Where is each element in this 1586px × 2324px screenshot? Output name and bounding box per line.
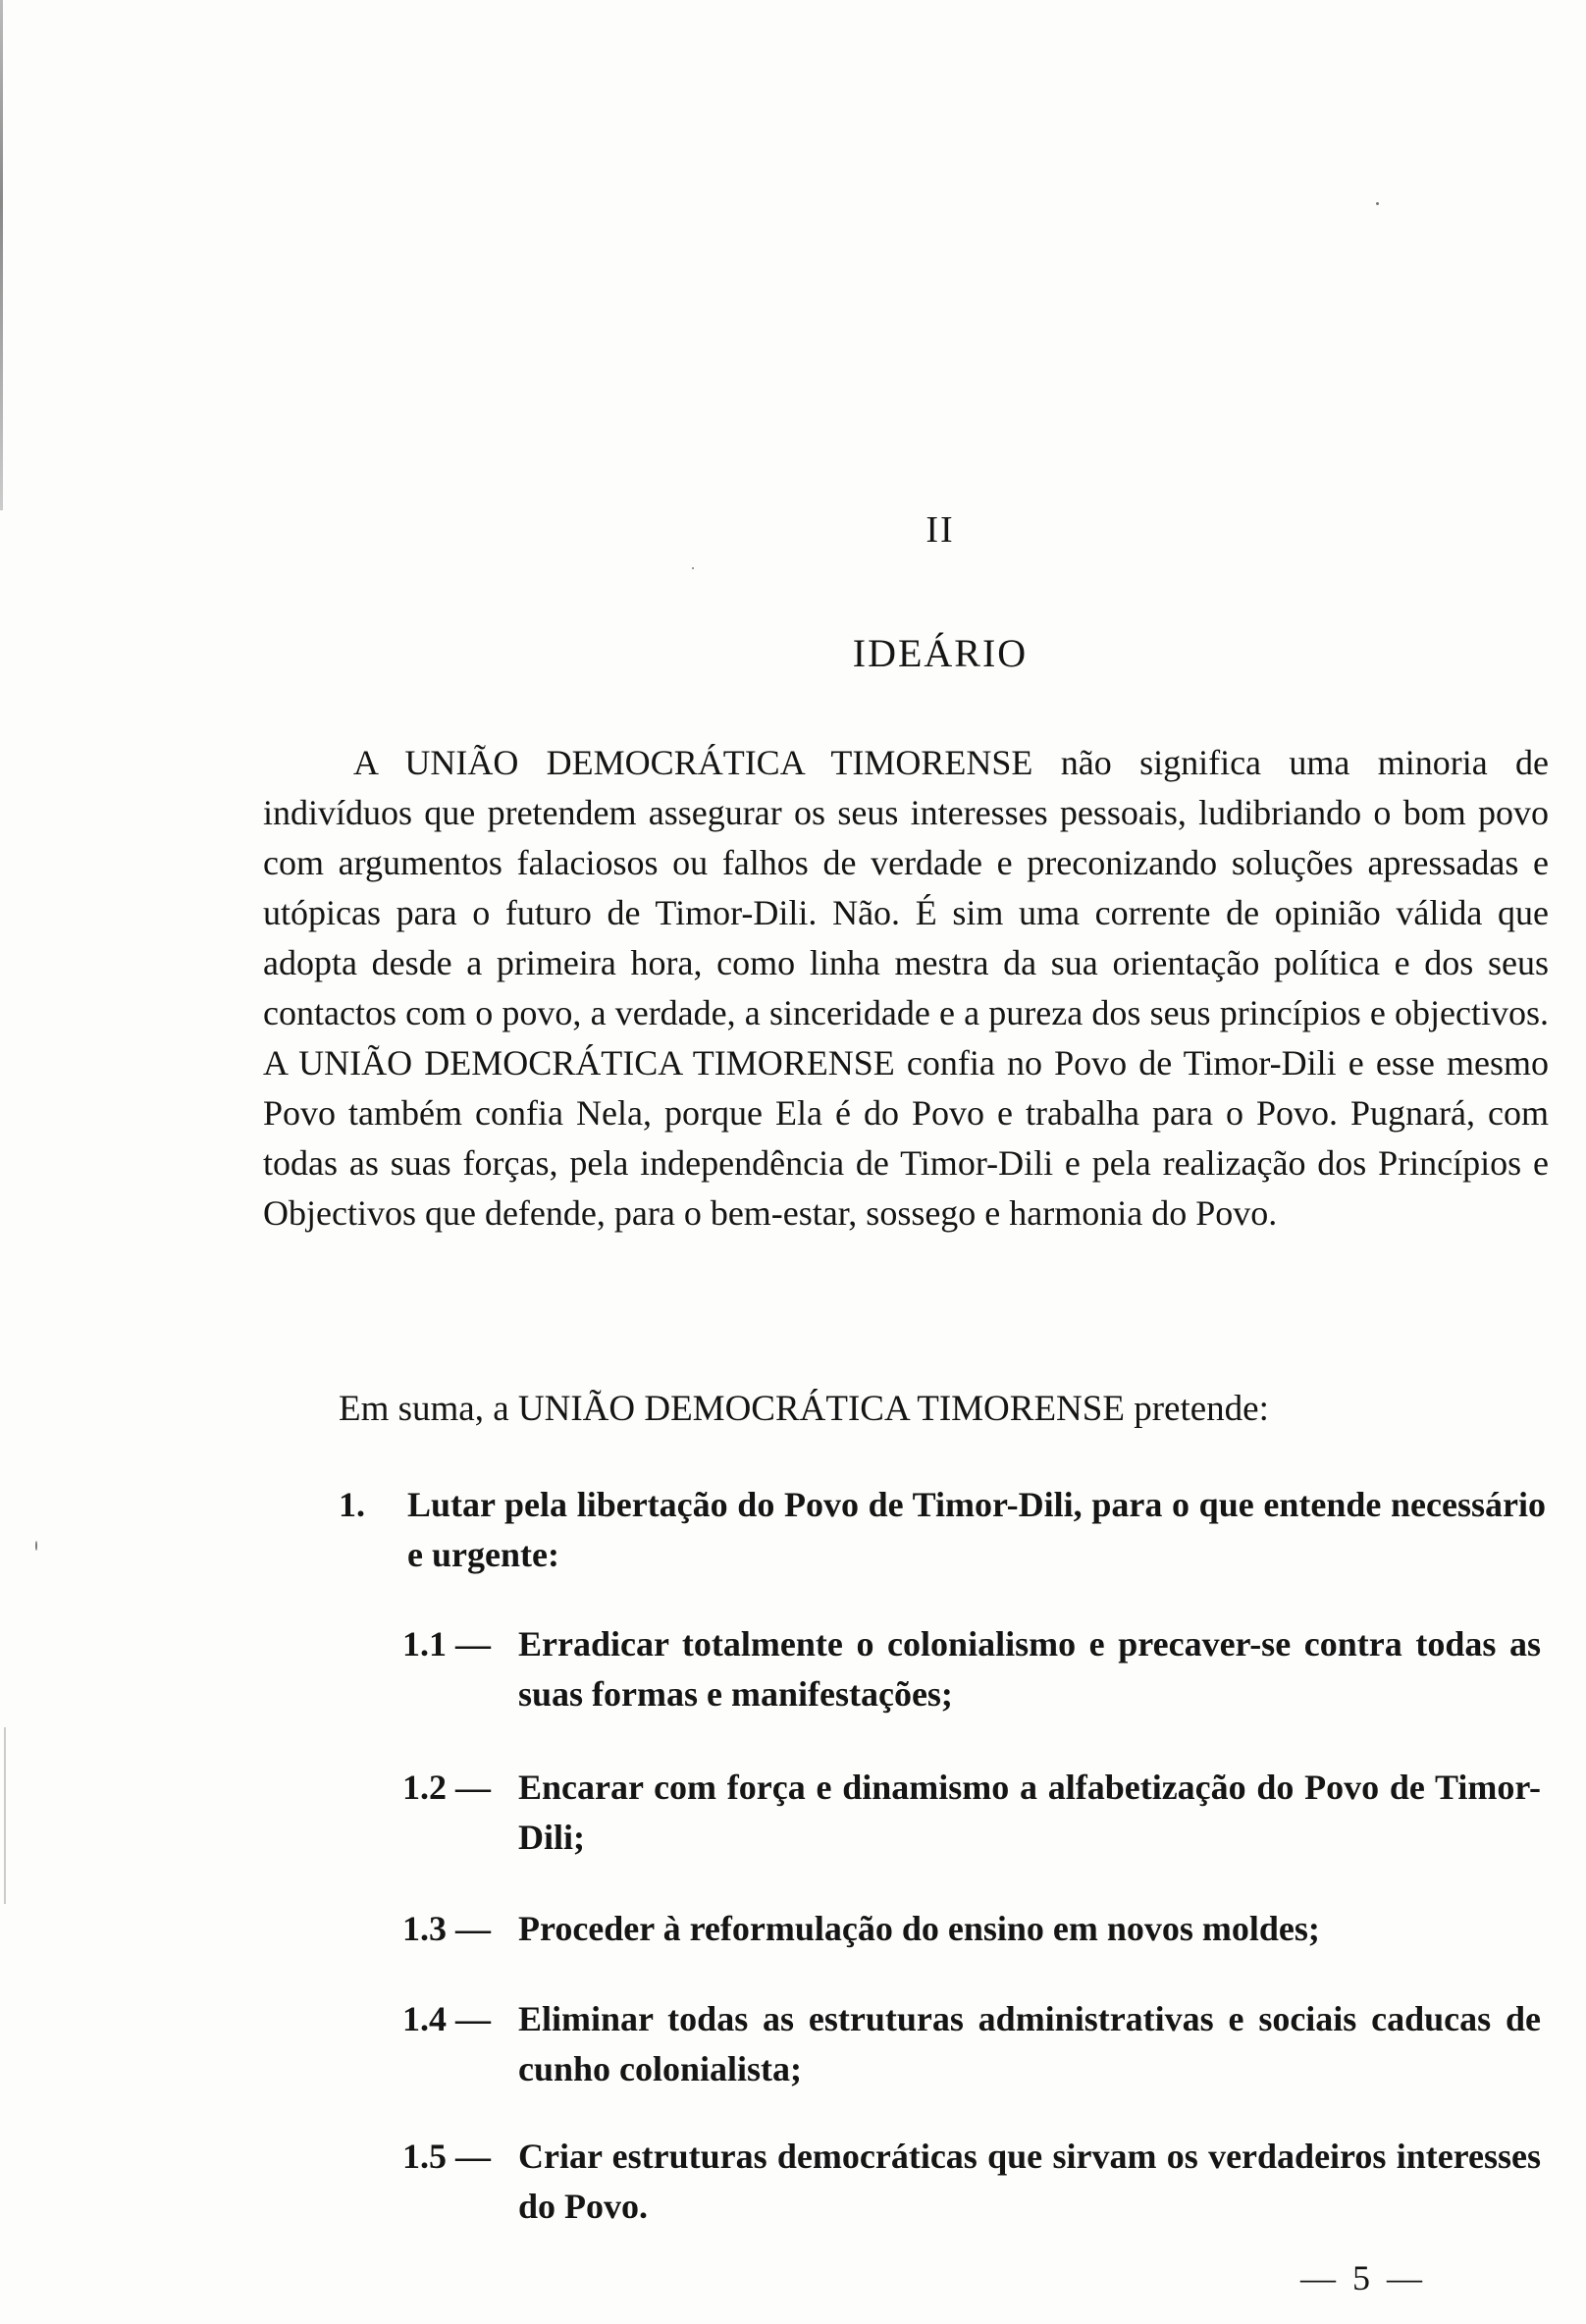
subitem-1-2 bbox=[402, 1763, 1541, 1863]
summary-line: Em suma, a UNIÃO DEMOCRÁTICA TIMORENSE pretende: bbox=[339, 1389, 1269, 1429]
list-item-1-text: Lutar pela libertação do Povo de Timor-Dili, para o que entende necessário e urgente: bbox=[407, 1485, 1546, 1574]
scan-speck bbox=[4, 1727, 6, 1904]
scan-speck bbox=[35, 1541, 37, 1551]
scan-speck bbox=[1376, 202, 1379, 205]
subitem-text: Encarar com força e dinamismo a alfabetização do Povo de Timor-Dili; bbox=[518, 1768, 1541, 1857]
subitem-number: 1.3 — bbox=[402, 1909, 491, 1948]
subitem-1-1 bbox=[402, 1619, 1541, 1719]
subitem-1-3 bbox=[402, 1904, 1541, 1954]
scan-edge-shadow bbox=[0, 0, 3, 510]
subitem-text: Criar estruturas democráticas que sirvam os verdadeiros interesses do Povo. bbox=[518, 2137, 1541, 2226]
subitem-1-4 bbox=[402, 1994, 1541, 2094]
subitem-text: Proceder à reformulação do ensino em novos moldes; bbox=[518, 1909, 1320, 1948]
subitem-number: 1.5 — bbox=[402, 2137, 491, 2176]
chapter-title: IDEÁRIO bbox=[852, 631, 1029, 675]
page-number: — 5 — bbox=[1300, 2258, 1426, 2298]
intro-paragraph: A UNIÃO DEMOCRÁTICA TIMORENSE não significa uma minoria de indivíduos que pretendem assegurar os seus interesses pessoais, ludibriando o bom povo com argumentos falaciosos ou falhos de verdade e preconizando soluções apressadas e utópicas para o futuro de Timor-Dili. Não. É sim uma corrente de opinião válida que adopta desde a primeira hora, como linha mestra da sua orientação política e dos seus contactos com o povo, a verdade, a sinceridade e a pureza dos seus princípios e objectivos. A UNIÃO DEMOCRÁTICA TIMORENSE confia no Povo de Timor-Dili e esse mesmo Povo também confia Nela, porque Ela é do Povo e trabalha para o Povo. Pugnará, com todas as suas forças, pela independência de Timor-Dili e pela realização dos Princípios e Objectivos que defende, para o bem-estar, sossego e harmonia do Povo. bbox=[263, 743, 1549, 1233]
intro-paragraph-block bbox=[263, 738, 1549, 1239]
subitem-number: 1.2 — bbox=[402, 1768, 491, 1807]
scan-speck bbox=[692, 567, 694, 569]
list-item-1 bbox=[339, 1480, 1546, 1580]
subitem-number: 1.4 — bbox=[402, 1999, 491, 2038]
subitem-1-5 bbox=[402, 2132, 1541, 2232]
subitem-text: Eliminar todas as estruturas administrativas e sociais caducas de cunho colonialista; bbox=[518, 1999, 1541, 2088]
chapter-number: II bbox=[925, 509, 955, 551]
subitem-text: Erradicar totalmente o colonialismo e precaver-se contra todas as suas formas e manifestações; bbox=[518, 1624, 1541, 1714]
subitem-number: 1.1 — bbox=[402, 1624, 491, 1664]
list-item-1-number: 1. bbox=[339, 1485, 365, 1524]
